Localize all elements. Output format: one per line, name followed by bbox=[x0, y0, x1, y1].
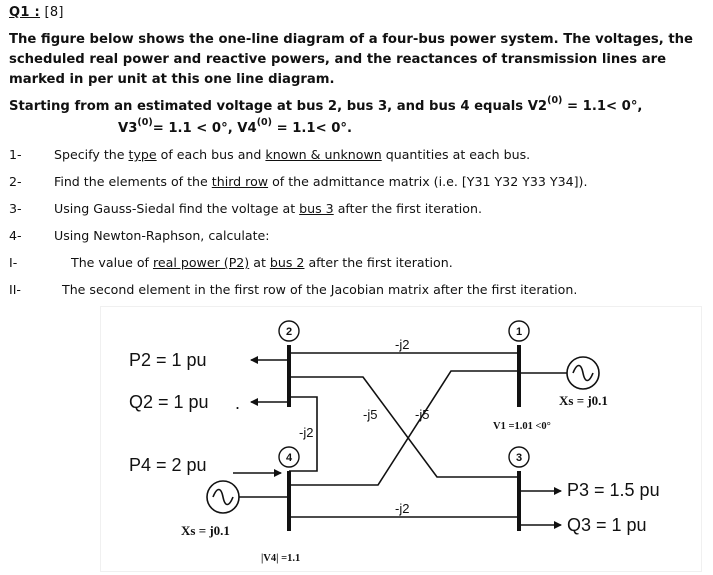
initial-condition-line1 bbox=[9, 95, 642, 114]
bus-3-number: 3 bbox=[515, 452, 523, 464]
v1-label: V1 =1.01 <0° bbox=[493, 421, 551, 432]
line-2-1-reactance: -j2 bbox=[395, 337, 410, 352]
v4-superscript: (0) bbox=[256, 117, 272, 128]
item-text: Specify the type of each bus and known & unknown quantities at each bus. bbox=[54, 147, 531, 162]
one-line-diagram bbox=[100, 306, 702, 572]
initial-condition-line2 bbox=[118, 117, 352, 136]
item-number: II- bbox=[9, 282, 21, 297]
p3-label: P3 = 1.5 pu bbox=[567, 480, 660, 500]
condition-prefix: Starting from an estimated voltage at bus 2, bus 3, and bus 4 equals V2 bbox=[9, 99, 548, 114]
line-2-4-reactance: -j2 bbox=[299, 425, 314, 440]
v2-superscript: (0) bbox=[547, 95, 563, 106]
v2-value: = 1.1< 0°, bbox=[562, 99, 643, 114]
v3-superscript: (0) bbox=[137, 117, 153, 128]
xs-bus4-label: Xs = j0.1 bbox=[181, 523, 230, 538]
p2-label: P2 = 1 pu bbox=[129, 350, 207, 370]
item-number: I- bbox=[9, 255, 18, 270]
line-1-4 bbox=[289, 371, 519, 485]
question-label: Q1 : bbox=[9, 5, 41, 20]
xs-bus1-label: Xs = j0.1 bbox=[559, 393, 608, 408]
item-text: Using Gauss-Siedal find the voltage at bus 3 after the first iteration. bbox=[54, 201, 482, 216]
question-intro: The figure below shows the one-line diagram of a four-bus power system. The voltages, the scheduled real power and reactive powers, and the reactances of transmission lines are marked in per unit at this one line diagram. bbox=[9, 32, 693, 87]
bus-1-number: 1 bbox=[515, 326, 523, 338]
v3-label: V3 bbox=[118, 121, 138, 136]
question-header bbox=[9, 5, 64, 20]
v4-label: |V4| =1.1 bbox=[261, 553, 301, 564]
item-number: 1- bbox=[9, 147, 22, 162]
item-number: 3- bbox=[9, 201, 22, 216]
v4-value: = 1.1< 0°. bbox=[271, 121, 352, 136]
diagram-svg bbox=[101, 307, 701, 571]
bus-4-number: 4 bbox=[285, 452, 293, 464]
line-2-3-reactance: -j5 bbox=[363, 407, 378, 422]
p4-label: P4 = 2 pu bbox=[129, 455, 207, 475]
q3-label: Q3 = 1 pu bbox=[567, 515, 647, 535]
question-marks: [8] bbox=[44, 5, 64, 20]
item-number: 2- bbox=[9, 174, 22, 189]
line-2-3 bbox=[289, 377, 519, 477]
v3-value: = 1.1 < 0°, V4 bbox=[152, 121, 257, 136]
item-text: The value of real power (P2) at bus 2 after the first iteration. bbox=[71, 255, 453, 270]
q2-dot: . bbox=[235, 393, 241, 413]
item-text: Find the elements of the third row of the admittance matrix (i.e. [Y31 Y32 Y33 Y34]). bbox=[54, 174, 588, 189]
generator-1-wave bbox=[573, 366, 593, 381]
line-4-3-reactance: -j2 bbox=[395, 501, 410, 516]
q2-label: Q2 = 1 pu bbox=[129, 392, 209, 412]
item-number: 4- bbox=[9, 228, 22, 243]
item-text: Using Newton-Raphson, calculate: bbox=[54, 228, 270, 243]
item-text: The second element in the first row of the Jacobian matrix after the first iteration. bbox=[62, 282, 578, 297]
bus-2-number: 2 bbox=[285, 326, 293, 338]
line-1-4-reactance: -j5 bbox=[415, 407, 430, 422]
generator-4-wave bbox=[213, 490, 233, 505]
